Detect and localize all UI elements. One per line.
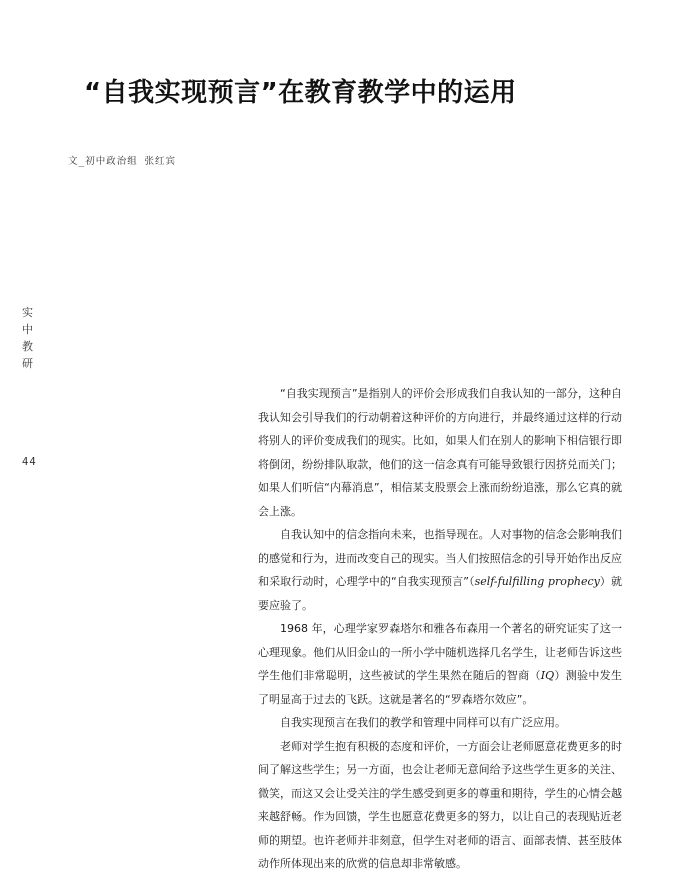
paragraph-2	[258, 523, 622, 617]
side-label-char: 教	[22, 340, 33, 353]
paragraph-5: 老师对学生抱有积极的态度和评价，一方面会让老师愿意花费更多的时间了解这些学生；另一方面，也会让老师无意间给予这些学生更多的关注、微笑，而这又会让受关注的学生感受到更多的尊重和期待，学生的心情会越来越舒畅。作为回馈，学生也愿意花费更多的努力，以让自己的表现贴近老师的期望。也许老师并非刻意，但学生对老师的语言、面部表情、甚至肢体动作所体现出来的欣赏的信息却非常敏感。	[258, 739, 622, 870]
side-label-char: 研	[22, 357, 33, 370]
paragraph-3-text-b: ）测验中发生了明显高于过去的飞跃。这就是著名的“罗森塔尔效应”。	[258, 669, 623, 706]
paragraph-1: “自我实现预言”是指别人的评价会形成我们自我认知的一部分，这种自我认知会引导我们的行动朝着这种评价的方向进行，并最终通过这样的行动将别人的评价变成我们的现实。比如，如果人们在别人的影响下相信银行即将倒闭，纷纷排队取款，他们的这一信念真有可能导致银行因挤兑而关门；如果人们听信“内幕消息”，相信某支股票会上涨而纷纷追涨，那么它真的就会上涨。	[258, 387, 622, 518]
author-byline: 文_初中政治组 张红宾	[68, 156, 176, 167]
paragraph-2-text-a: 自我认知中的信念指向未来，也指导现在。人对事物的信念会影响我们的感觉和行为，进而改变自己的现实。当人们按照信念的引导开始作出反应和采取行动时，心理学中的“自我实现预言”（	[258, 528, 622, 588]
paragraph-2-text-b: ）就要应验了。	[258, 575, 623, 612]
iq-term: IQ	[540, 669, 555, 682]
page-number: 44	[22, 456, 37, 468]
side-label-char: 中	[22, 323, 33, 336]
paragraph-3-text-a: 1968 年，心理学家罗森塔尔和雅各布森用一个著名的研究证实了这一心理现象。他们从旧金山的一所小学中随机选择几名学生，让老师告诉这些学生他们非常聪明，这些被试的学生果然在随后的智商（	[258, 622, 622, 682]
paragraph-4: 自我实现预言在我们的教学和管理中同样可以有广泛应用。	[280, 716, 566, 729]
english-term: self-fulfilling prophecy	[474, 575, 600, 588]
paragraph-3	[258, 617, 622, 711]
article-title: “自我实现预言”在教育教学中的运用	[84, 78, 517, 108]
side-label-char: 实	[22, 306, 33, 319]
article-body	[258, 382, 622, 876]
section-side-label	[22, 304, 33, 372]
